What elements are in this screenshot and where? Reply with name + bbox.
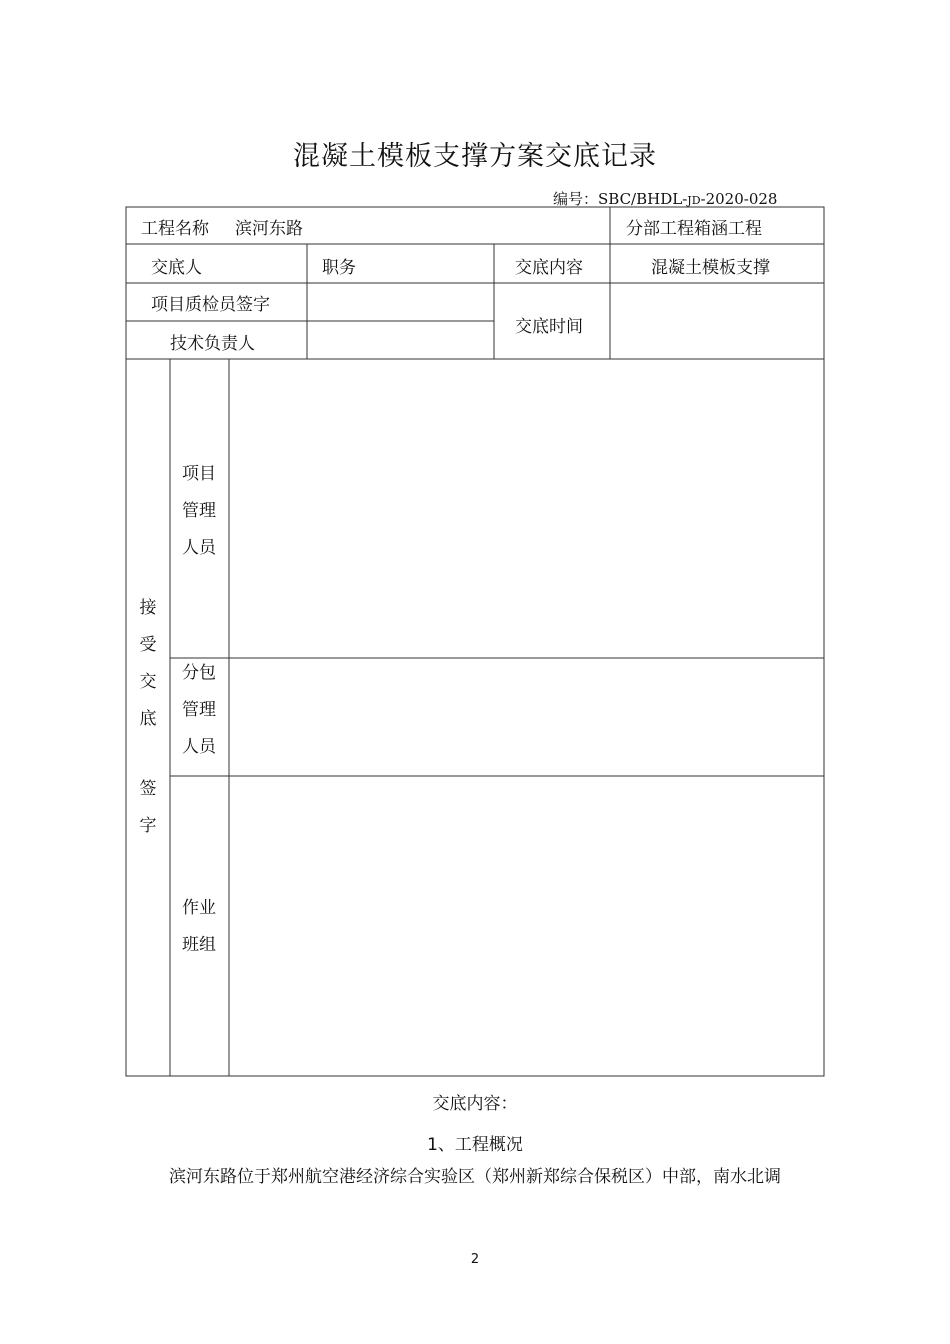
side-char: 签 [139, 779, 157, 799]
qc-signature-label: 项目质检员签字 [151, 295, 270, 315]
team-line: 作业 [182, 898, 216, 918]
docno-prefix: 编号：SBC/BHDL- [553, 190, 688, 208]
side-gap [128, 738, 168, 775]
overview-paragraph: 滨河东路位于郑州航空港经济综合实验区（郑州新郑综合保税区）中部，南水北调 [169, 1167, 781, 1187]
content-value: 混凝土模板支撑 [651, 258, 770, 278]
content-label: 交底内容 [515, 258, 583, 278]
side-char: 字 [139, 816, 157, 836]
mgmt-staff-label [179, 456, 219, 567]
position-label: 职务 [322, 258, 356, 278]
side-char: 底 [139, 709, 157, 729]
document-title: 混凝土模板支撑方案交底记录 [293, 141, 657, 172]
time-label: 交底时间 [515, 317, 583, 337]
project-name-value: 滨河东路 [235, 219, 303, 239]
sub-line: 管理 [182, 700, 216, 720]
side-char: 交 [139, 672, 157, 692]
team-line: 班组 [182, 935, 216, 955]
page-number: 2 [470, 1252, 480, 1267]
subcontractor-staff-label [179, 655, 219, 766]
mgmt-line: 项目 [182, 464, 216, 484]
side-char: 受 [139, 635, 157, 655]
mgmt-line: 人员 [182, 538, 216, 558]
docno-suffix: -2020-028 [700, 190, 778, 208]
presenter-label: 交底人 [151, 258, 202, 278]
docno-jd: JD [687, 194, 701, 207]
sub-line: 人员 [182, 737, 216, 757]
section-heading: 1、工程概况 [427, 1135, 523, 1155]
sub-line: 分包 [182, 663, 216, 683]
project-name-label: 工程名称 [141, 219, 209, 239]
work-team-label [179, 890, 219, 964]
mgmt-line: 管理 [182, 501, 216, 521]
tech-lead-label: 技术负责人 [170, 334, 255, 354]
content-heading: 交底内容： [432, 1094, 518, 1114]
receiver-signature-label [128, 590, 168, 845]
side-char: 接 [139, 598, 157, 618]
sub-project-label: 分部工程箱涵工程 [626, 219, 762, 239]
